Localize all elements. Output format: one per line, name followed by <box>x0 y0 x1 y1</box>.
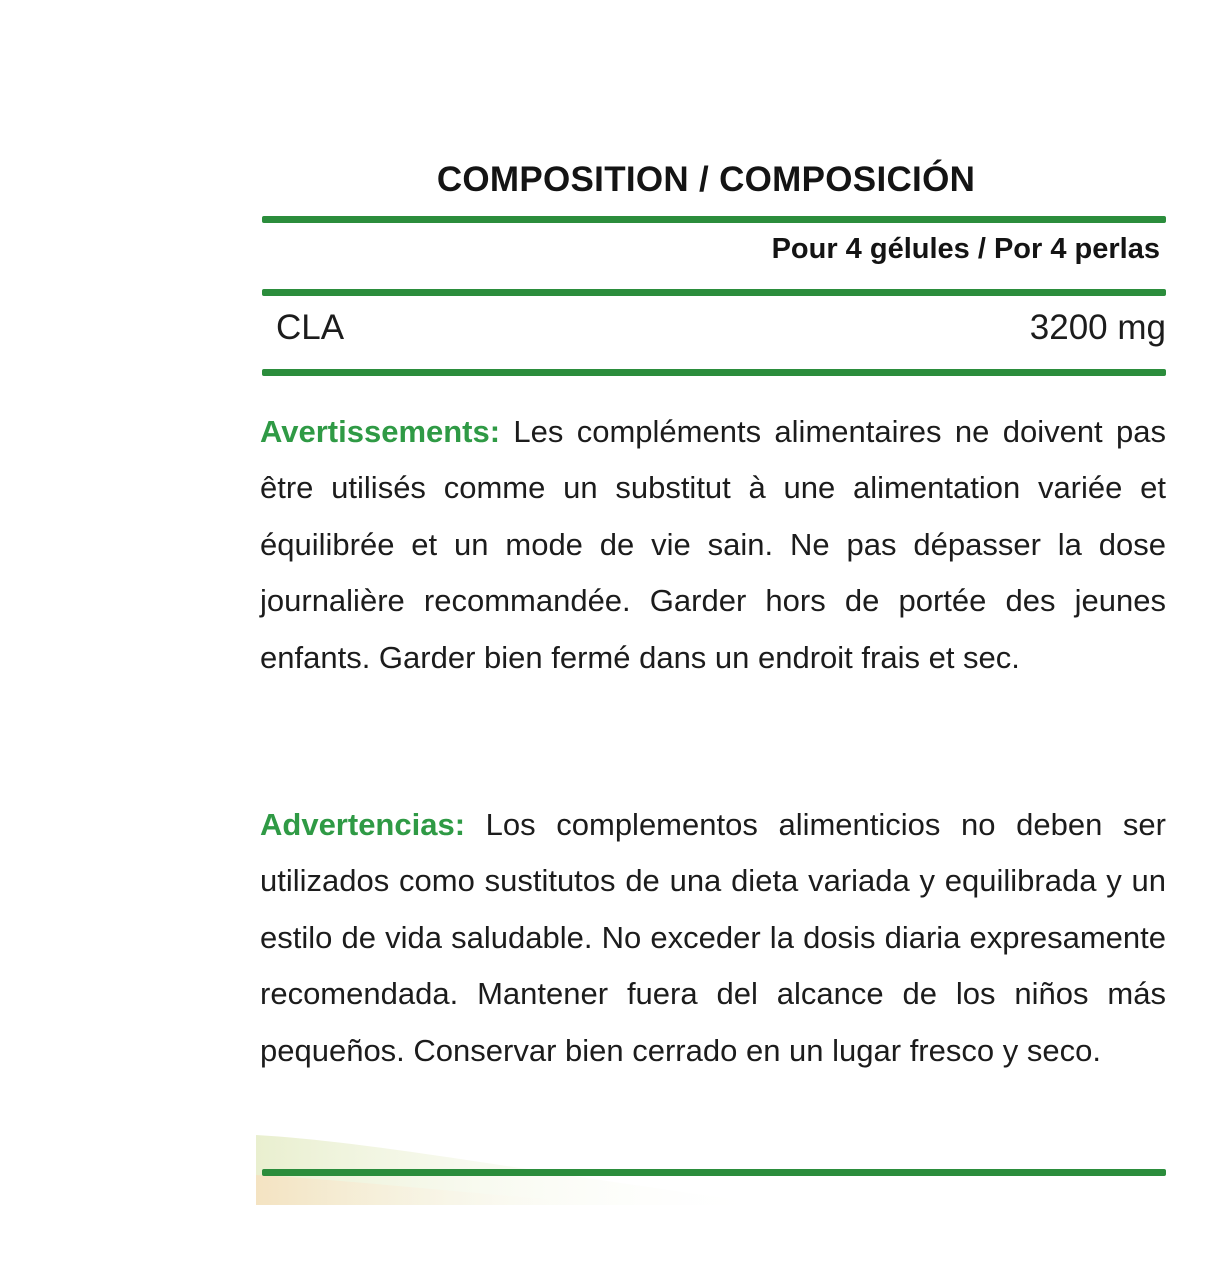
ingredient-name: CLA <box>276 308 345 347</box>
warning-text-fr: Les compléments alimentaires ne doivent pas être utilisés comme un substitut à une alimentation variée et équilibrée et un mode de vie sain. Ne pas dépasser la dose journalière recommandée. Garder hors de portée des jeunes enfants. Garder bien fermé dans un endroit frais et sec. <box>260 414 1166 675</box>
decorative-background-graphic <box>256 1130 776 1205</box>
divider-top <box>262 216 1166 223</box>
warning-text-es: Los complementos alimenticios no deben ser utilizados como sustitutos de una dieta variada y equilibrada y un estilo de vida saludable. No exceder la dosis diaria expresamente recomendada. Mantener fuera del alcance de los niños más pequeños. Conservar bien cerrado en un lugar fresco y seco. <box>260 807 1166 1068</box>
divider-table-bottom <box>262 369 1166 376</box>
ingredient-amount: 3200 mg <box>1029 308 1166 347</box>
warning-paragraph-es <box>260 797 1166 1079</box>
composition-title: COMPOSITION / COMPOSICIÓN <box>436 160 976 199</box>
supplement-label-panel <box>256 130 1168 1205</box>
per-serving-header: Pour 4 gélules / Por 4 perlas <box>771 233 1160 265</box>
divider-bottom <box>262 1169 1166 1176</box>
warning-label-es: Advertencias: <box>260 807 466 842</box>
divider-header <box>262 289 1166 296</box>
warning-label-fr: Avertissements: <box>260 414 501 449</box>
warning-paragraph-fr <box>260 404 1166 686</box>
